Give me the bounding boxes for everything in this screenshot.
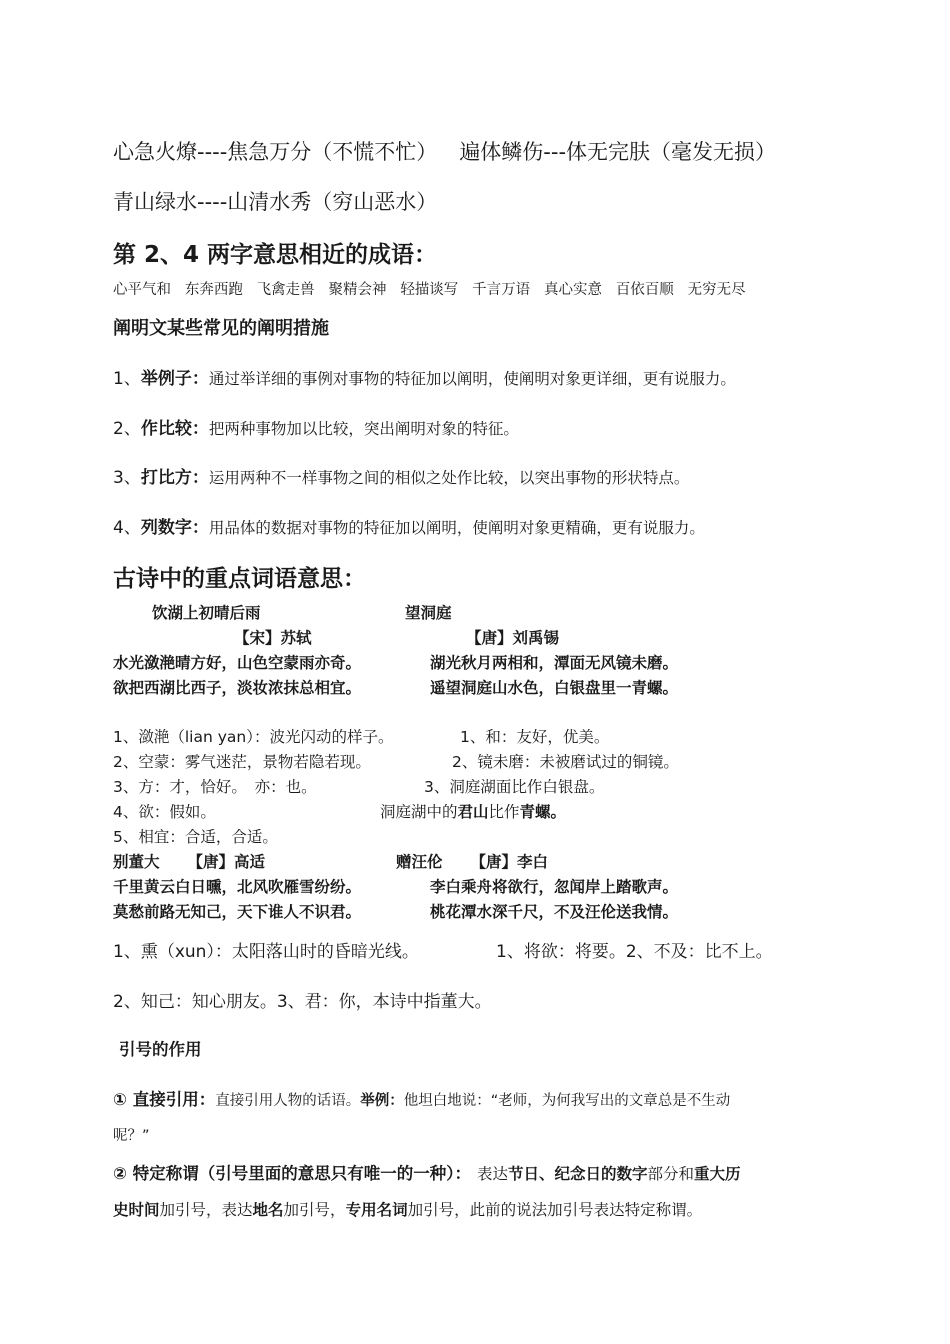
antonym-line-1 [113,136,776,166]
idiom: 真心实意 [543,282,602,298]
poem-title: 饮湖上初晴后雨 [152,604,261,622]
idiom: 飞禽走兽 [256,282,315,298]
poem-note: 4、欲：假如。 [113,803,216,821]
quote-item-2-cont: 史时间加引号，表达地名加引号，专用名词加引号，此前的说法加引号表达特定称谓。 [113,1201,703,1219]
explain-item: 1、举例子：通过举详细的事例对事物的特征加以阐明，使阐明对象更详细，更有说服力。 [113,369,736,389]
poem-note: 3、方：才，恰好。 亦：也。 [113,778,317,796]
poem-author: 【唐】高适 [187,853,266,871]
quote-item-1: ① 直接引用：直接引用人物的话语。举例：他坦白地说：“老师，为何我写出的文章总是不生动 [113,1090,731,1109]
poem-note: 2、镜未磨：未被磨试过的铜镜。 [452,753,679,771]
poem-line: 莫愁前路无知己，天下谁人不识君。 [113,903,362,921]
poem-note: 2、空蒙：雾气迷茫，景物若隐若现。 [113,753,371,771]
poem-line: 水光潋滟晴方好，山色空蒙雨亦奇。 [113,654,362,672]
idiom: 聚精会神 [328,282,387,298]
quote-item-2: ② 特定称谓（引号里面的意思只有唯一的一种）： 表达节日、纪念日的数字部分和重大历 [113,1164,741,1183]
poem-note: 1、和：友好，优美。 [460,728,610,746]
antonym-line-2: 青山绿水----山清水秀（穷山恶水） [113,190,438,214]
poem-note: 3、洞庭湖面比作白银盘。 [424,778,605,796]
explain-item: 4、列数字：用品体的数据对事物的特征加以阐明，使阐明对象更精确，更有说服力。 [113,518,705,538]
poetry-heading: 古诗中的重点词语意思： [113,566,366,592]
poem-author: 【唐】李白 [470,853,549,871]
poem-note: 1、熏（xun）：太阳落山时的昏暗光线。 [113,942,419,962]
poem-note: 2、知己：知心朋友。3、君：你，本诗中指董大。 [113,992,492,1012]
poem-line: 湖光秋月两相和，潭面无风镜未磨。 [430,654,679,672]
poem-line: 遥望洞庭山水色，白银盘里一青螺。 [430,679,679,697]
poem-line: 欲把西湖比西子，淡妆浓抹总相宜。 [113,679,362,697]
poem-author: 【唐】刘禹锡 [466,629,560,647]
poem-note: 洞庭湖中的君山比作青螺。 [380,803,567,821]
antonym-pair-1: 心急火燎----焦急万分（不慌不忙） [113,140,438,164]
idiom: 千言万语 [472,282,531,298]
poem-author: 【宋】苏轼 [234,629,312,647]
poem-note: 1、将欲：将要。2、不及：比不上。 [496,942,773,962]
poem-line: 千里黄云白日曛，北风吹雁雪纷纷。 [113,878,362,896]
idiom: 无穷无尽 [687,282,746,298]
poem-line: 桃花潭水深千尺，不及汪伦送我情。 [430,903,679,921]
idiom: 轻描谈写 [400,282,459,298]
explain-item: 3、打比方：运用两种不一样事物之间的相似之处作比较，以突出事物的形状特点。 [113,468,690,488]
antonym-pair-2: 遍体鳞伤---体无完肤（毫发无损） [459,140,777,164]
poem-note: 1、潋滟（lian yan）：波光闪动的样子。 [113,728,394,746]
idiom: 心平气和 [113,282,171,298]
poem-title: 别董大 【唐】高适 [113,853,266,871]
poem-note: 5、相宜：合适，合适。 [113,828,278,846]
poem-title: 赠汪伦 【唐】李白 [396,853,549,871]
idiom-list [113,278,746,299]
idiom: 百依百顺 [615,282,674,298]
quote-item-1-cont: 呢？” [113,1128,150,1144]
synonym-heading: 第 2、4 两字意思相近的成语： [113,242,438,268]
poem-title: 望洞庭 [405,604,452,622]
poem-line: 李白乘舟将欲行，忽闻岸上踏歌声。 [430,878,679,896]
quote-heading: 引号的作用 [119,1040,202,1059]
explain-heading: 阐明文某些常见的阐明措施 [113,318,329,339]
idiom: 东奔西跑 [184,282,243,298]
explain-item: 2、作比较：把两种事物加以比较，突出阐明对象的特征。 [113,419,519,439]
